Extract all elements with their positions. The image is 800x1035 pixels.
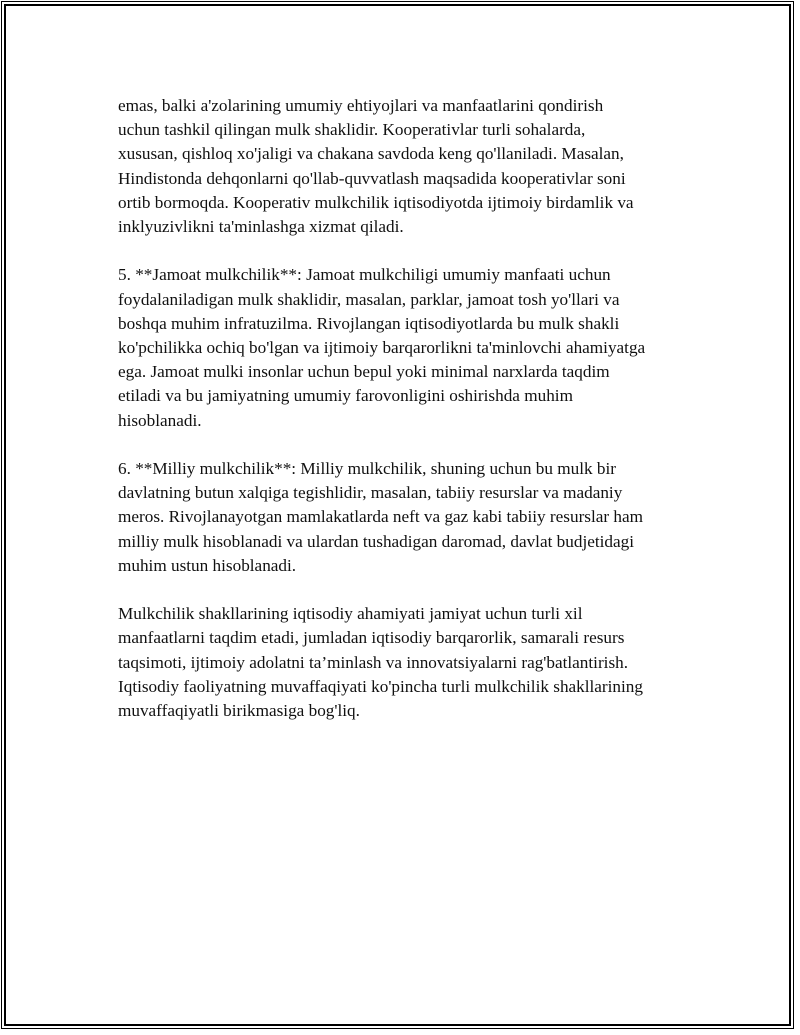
text-line: manfaatlarni taqdim etadi, jumladan iqtisodiy barqarorlik, samarali resurs — [118, 628, 625, 648]
text-line: milliy mulk hisoblanadi va ulardan tushadigan daromad, davlat budjetidagi — [118, 531, 634, 551]
text-line: Iqtisodiy faoliyatning muvaffaqiyati ko'pincha turli mulkchilik shakllarining — [118, 676, 643, 696]
document-body — [118, 94, 698, 747]
paragraph-public-ownership — [118, 263, 698, 432]
text-line: taqsimoti, ijtimoiy adolatni ta’minlash va innovatsiyalarni rag'batlantirish. — [118, 652, 629, 672]
text-line: 5. **Jamoat mulkchilik**: Jamoat mulkchiligi umumiy manfaati uchun — [118, 265, 611, 285]
text-line: ko'pchilikka ochiq bo'lgan va ijtimoiy barqarorlikni ta'minlovchi ahamiyatga — [118, 338, 646, 358]
text-line: 6. **Milliy mulkchilik**: Milliy mulkchilik, shuning uchun bu mulk bir — [118, 459, 616, 479]
text-line: uchun tashkil qilingan mulk shaklidir. Kooperativlar turli sohalarda, — [118, 120, 586, 140]
paragraph-national-ownership — [118, 457, 698, 578]
text-line: xususan, qishloq xo'jaligi va chakana savdoda keng qo'llaniladi. Masalan, — [118, 144, 624, 164]
text-line: muhim ustun hisoblanadi. — [118, 555, 297, 575]
text-line: inklyuzivlikni ta'minlashga xizmat qiladi. — [118, 217, 404, 237]
paragraph-conclusion — [118, 602, 698, 723]
text-line: meros. Rivojlanayotgan mamlakatlarda neft va gaz kabi tabiiy resurslar ham — [118, 507, 643, 527]
text-line: boshqa muhim infratuzilma. Rivojlangan iqtisodiyotlarda bu mulk shakli — [118, 313, 620, 333]
paragraph-cooperative-ownership — [118, 94, 698, 239]
text-line: davlatning butun xalqiga tegishlidir, masalan, tabiiy resurslar va madaniy — [118, 483, 623, 503]
text-line: Mulkchilik shakllarining iqtisodiy ahamiyati jamiyat uchun turli xil — [118, 604, 583, 624]
text-line: hisoblanadi. — [118, 410, 202, 430]
text-line: ortib bormoqda. Kooperativ mulkchilik iqtisodiyotda ijtimoiy birdamlik va — [118, 192, 634, 212]
text-line: foydalaniladigan mulk shaklidir, masalan, parklar, jamoat tosh yo'llari va — [118, 289, 620, 309]
text-line: Hindistonda dehqonlarni qo'llab-quvvatlash maqsadida kooperativlar soni — [118, 168, 626, 188]
text-line: ega. Jamoat mulki insonlar uchun bepul yoki minimal narxlarda taqdim — [118, 362, 610, 382]
text-line: emas, balki a'zolarining umumiy ehtiyojlari va manfaatlarini qondirish — [118, 96, 604, 115]
text-line: etiladi va bu jamiyatning umumiy farovonligini oshirishda muhim — [118, 386, 573, 406]
text-line: muvaffaqiyatli birikmasiga bog'liq. — [118, 701, 360, 721]
